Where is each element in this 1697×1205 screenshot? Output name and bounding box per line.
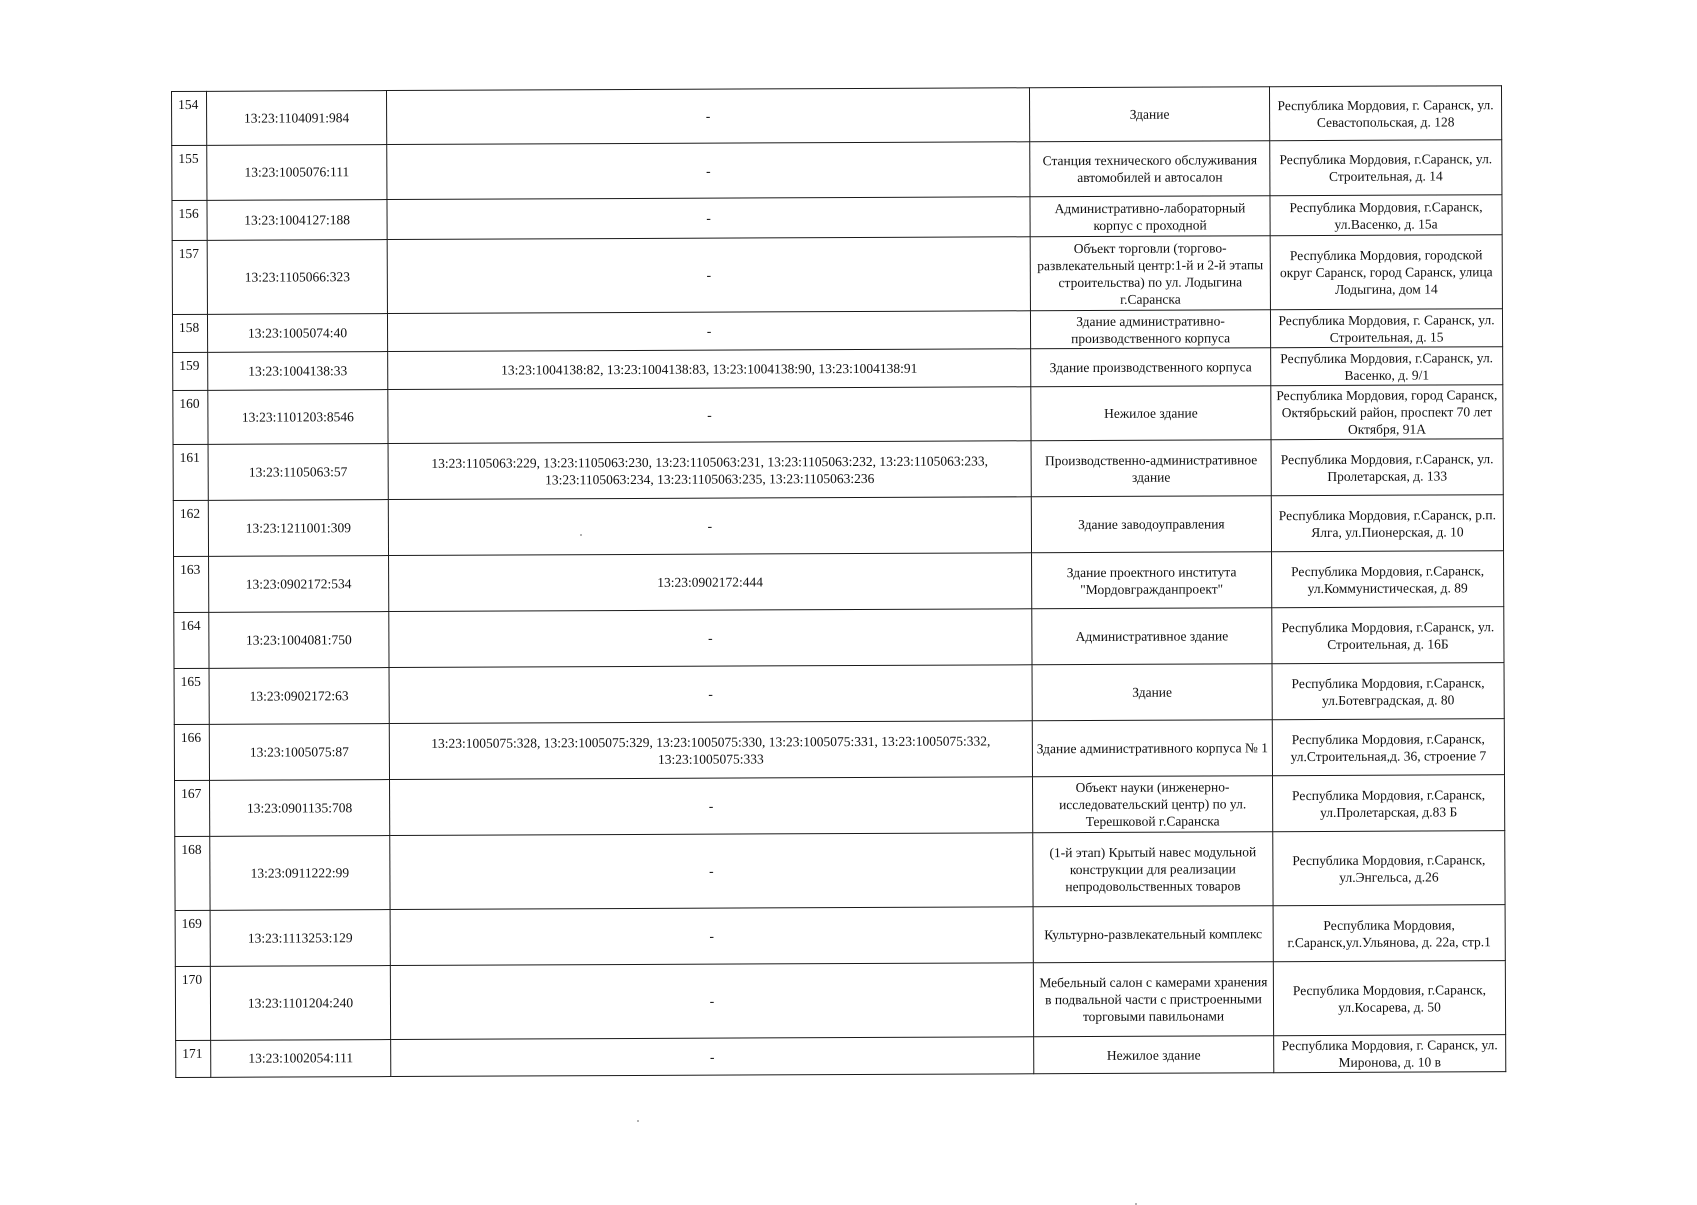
row-number: 162	[173, 500, 208, 556]
related-cadastral-numbers: -	[390, 833, 1033, 910]
table-row	[173, 385, 1503, 445]
row-number: 155	[172, 145, 207, 200]
table-row	[172, 140, 1502, 201]
object-address: Республика Мордовия, город Саранск, Октябрьский район, проспект 70 лет Октября, 91А	[1271, 385, 1503, 440]
cadastral-number: 13:23:1113253:129	[210, 910, 390, 967]
row-number: 164	[174, 612, 209, 668]
table-row	[175, 961, 1505, 1041]
table-row	[174, 719, 1504, 781]
cadastral-number: 13:23:1101203:8546	[208, 390, 388, 445]
object-address: Республика Мордовия, г. Саранск, ул. Строительная, д. 15	[1270, 309, 1502, 348]
object-name: Здание производственного корпуса	[1031, 348, 1271, 387]
object-name: Здание	[1029, 87, 1269, 142]
table-row	[172, 309, 1502, 353]
related-cadastral-numbers: -	[390, 963, 1033, 1040]
related-cadastral-numbers: -	[388, 497, 1031, 556]
row-number: 160	[173, 390, 208, 444]
related-cadastral-numbers: 13:23:0902172:444	[389, 553, 1032, 612]
row-number: 156	[172, 200, 207, 240]
object-name: Нежилое здание	[1034, 1036, 1274, 1074]
related-cadastral-numbers: -	[387, 237, 1030, 314]
row-number: 157	[172, 240, 207, 314]
object-address: Республика Мордовия, г.Саранск, ул.Косарева, д. 50	[1273, 961, 1505, 1036]
table-row	[174, 663, 1504, 725]
object-name: Здание административного корпуса № 1	[1032, 720, 1272, 777]
object-name: Культурно-развлекательный комплекс	[1033, 906, 1273, 963]
related-cadastral-numbers: -	[387, 142, 1030, 200]
table-row	[173, 347, 1503, 391]
object-address: Республика Мордовия, г.Саранск, ул. Строительная, д. 16Б	[1272, 607, 1504, 664]
table-row	[174, 551, 1504, 613]
cadastral-number: 13:23:1004127:188	[207, 200, 387, 241]
object-address: Республика Мордовия, г.Саранск, ул. Пролетарская, д. 133	[1271, 439, 1503, 496]
related-cadastral-numbers: -	[390, 777, 1033, 836]
cadastral-number: 13:23:1104091:984	[207, 91, 387, 146]
object-name: Здание административно-производственного корпуса	[1030, 310, 1270, 349]
row-number: 169	[175, 910, 210, 966]
object-name: Производственно-административное здание	[1031, 440, 1271, 497]
related-cadastral-numbers: -	[387, 197, 1030, 240]
scan-speck	[580, 534, 582, 536]
object-address: Республика Мордовия, г.Саранск, ул.Ботевградская, д. 80	[1272, 663, 1504, 720]
row-number: 165	[174, 668, 209, 724]
object-address: Республика Мордовия, г.Саранск, ул.Энгельса, д.26	[1273, 831, 1505, 906]
object-address: Республика Мордовия, г.Саранск, ул.Пролетарская, д.83 Б	[1272, 775, 1504, 832]
object-name: Административно-лабораторный корпус с проходной	[1030, 196, 1270, 237]
cadastral-number: 13:23:1004138:33	[208, 352, 388, 391]
object-address: Республика Мордовия, г.Саранск, ул.Васенко, д. 15а	[1270, 195, 1502, 236]
related-cadastral-numbers: 13:23:1105063:229, 13:23:1105063:230, 13:23:1105063:231, 13:23:1105063:232, 13:23:1105063:233, 13:23:1105063:234, 13:23:1105063:235, 13:23:1105063:236	[388, 441, 1031, 500]
object-address: Республика Мордовия, г.Саранск, ул.Строительная,д. 36, строение 7	[1272, 719, 1504, 776]
row-number: 168	[175, 836, 210, 910]
cadastral-number: 13:23:1211001:309	[208, 500, 388, 557]
table-row	[173, 439, 1503, 501]
related-cadastral-numbers: -	[391, 1037, 1034, 1077]
table-row	[172, 86, 1502, 146]
cadastral-number: 13:23:1004081:750	[209, 612, 389, 669]
row-number: 161	[173, 444, 208, 500]
property-registry-table	[171, 85, 1506, 1078]
related-cadastral-numbers: -	[389, 609, 1032, 668]
object-address: Республика Мордовия, г.Саранск, ул. Строительная, д. 14	[1270, 140, 1502, 196]
object-name: Здание	[1032, 664, 1272, 721]
row-number: 170	[175, 966, 210, 1040]
object-name: Административное здание	[1032, 608, 1272, 665]
row-number: 159	[173, 352, 208, 390]
object-name: Объект торговли (торгово-развлекательный центр:1-й и 2-й этапы строительства) по ул. Лодыгина г.Саранска	[1030, 236, 1270, 311]
cadastral-number: 13:23:0902172:534	[209, 556, 389, 613]
object-name: Здание проектного института "Мордовгражданпроект"	[1032, 552, 1272, 609]
object-address: Республика Мордовия, городской округ Саранск, город Саранск, улица Лодыгина, дом 14	[1270, 235, 1502, 310]
row-number: 154	[172, 91, 207, 145]
cadastral-number: 13:23:1005075:87	[209, 724, 389, 781]
row-number: 171	[176, 1040, 211, 1077]
row-number: 166	[174, 724, 209, 780]
related-cadastral-numbers: 13:23:1005075:328, 13:23:1005075:329, 13:23:1005075:330, 13:23:1005075:331, 13:23:1005075:332, 13:23:1005075:333	[389, 721, 1032, 780]
object-address: Республика Мордовия, г.Саранск, ул.Коммунистическая, д. 89	[1272, 551, 1504, 608]
object-name: Станция технического обслуживания автомобилей и автосалон	[1030, 141, 1270, 197]
cadastral-number: 13:23:1105063:57	[208, 444, 388, 501]
related-cadastral-numbers: -	[387, 311, 1030, 352]
related-cadastral-numbers: -	[388, 387, 1031, 444]
object-address: Республика Мордовия, г. Саранск, ул. Севастопольская, д. 128	[1269, 86, 1501, 141]
cadastral-number: 13:23:1101204:240	[210, 966, 390, 1041]
row-number: 167	[175, 780, 210, 836]
row-number: 163	[174, 556, 209, 612]
scan-speck	[637, 1120, 639, 1122]
object-name: Мебельный салон с камерами хранения в подвальной части с пристроенными торговыми павильонами	[1033, 962, 1273, 1037]
object-address: Республика Мордовия, г.Саранск,ул.Ульянова, д. 22а, стр.1	[1273, 905, 1505, 962]
table-row	[175, 831, 1505, 911]
cadastral-number: 13:23:1005076:111	[207, 145, 387, 201]
object-address: Республика Мордовия, г.Саранск, ул. Васенко, д. 9/1	[1271, 347, 1503, 386]
cadastral-number: 13:23:1002054:111	[211, 1040, 391, 1078]
cadastral-number: 13:23:0901135:708	[210, 780, 390, 837]
object-name: Здание заводоуправления	[1031, 496, 1271, 553]
table-row	[175, 905, 1505, 967]
object-name: Нежилое здание	[1031, 386, 1271, 441]
row-number: 158	[172, 314, 207, 352]
related-cadastral-numbers: -	[389, 665, 1032, 724]
table-row	[176, 1035, 1506, 1078]
cadastral-number: 13:23:0902172:63	[209, 668, 389, 725]
table-row	[173, 495, 1503, 557]
table-row	[174, 607, 1504, 669]
table-row	[172, 235, 1502, 315]
table-row	[172, 195, 1502, 241]
related-cadastral-numbers: -	[390, 907, 1033, 966]
related-cadastral-numbers: 13:23:1004138:82, 13:23:1004138:83, 13:23:1004138:90, 13:23:1004138:91	[388, 349, 1031, 390]
object-address: Республика Мордовия, г. Саранск, ул. Миронова, д. 10 в	[1274, 1035, 1506, 1073]
object-address: Республика Мордовия, г.Саранск, р.п. Ялга, ул.Пионерская, д. 10	[1271, 495, 1503, 552]
cadastral-number: 13:23:1105066:323	[207, 240, 387, 315]
table-row	[175, 775, 1505, 837]
cadastral-number: 13:23:0911222:99	[210, 836, 390, 911]
related-cadastral-numbers: -	[387, 88, 1030, 145]
cadastral-number: 13:23:1005074:40	[207, 314, 387, 353]
object-name: Объект науки (инженерно-исследовательский центр) по ул. Терешковой г.Саранска	[1033, 776, 1273, 833]
object-name: (1-й этап) Крытый навес модульной конструкции для реализации непродовольственных товаров	[1033, 832, 1273, 907]
